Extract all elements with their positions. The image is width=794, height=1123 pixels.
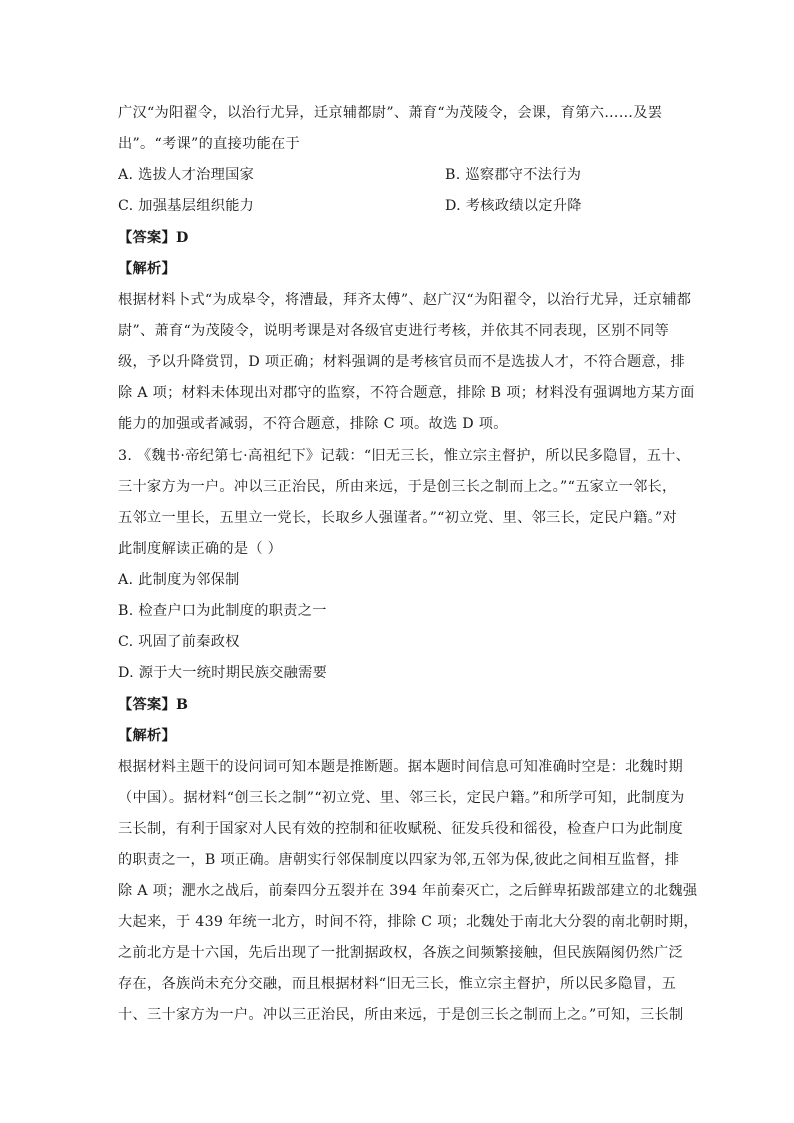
q2-analysis-line-4: 除 A 项；材料未体现出对郡守的监察，不符合题意，排除 B 项；材料没有强调地方某方面 (118, 385, 695, 401)
q3-analysis-line-5: 除 A 项；淝水之战后，前秦四分五裂并在 394 年前秦灭亡，之后鲜卑拓跋部建立的北魏强 (118, 883, 698, 899)
q3-analysis-line-6: 大起来，于 439 年统一北方，时间不符，排除 C 项；北魏处于南北大分裂的南北朝时期， (118, 914, 698, 930)
q3-option-d: D. 源于大一统时期民族交融需要 (118, 665, 328, 681)
q3-analysis-line-7: 之前北方是十六国，先后出现了一批割据政权，各族之间频繁接触，但民族隔阂仍然广泛 (118, 945, 684, 961)
q3-stem-line-2: 三十家方为一户。冲以三正治民，所由来远，于是创三长之制而上之。”“五家立一邻长， (118, 479, 677, 495)
q3-stem-line-1: 3. 《魏书·帝纪第七·高祖纪下》记载：“旧无三长，惟立宗主督护，所以民多隐冒，五十、 (118, 448, 691, 464)
q2-option-d: D. 考核政绩以定升降 (445, 198, 582, 214)
q2-option-b: B. 巡察郡守不法行为 (445, 167, 582, 183)
q3-stem-line-3: 五邻立一里长，五里立一党长，长取乡人强谨者。”“初立党、里、邻三长，定民户籍。”对 (118, 510, 677, 526)
q3-option-a: A. 此制度为邻保制 (118, 572, 240, 588)
q3-answer: 【答案】B (118, 697, 189, 713)
q3-option-b: B. 检查户口为此制度的职责之一 (118, 603, 327, 619)
q3-analysis-line-9: 十、三十家方为一户。冲以三正治民，所由来远，于是创三长之制而上之。”可知，三长制 (118, 1007, 684, 1023)
q2-answer: 【答案】D (118, 230, 189, 246)
q2-stem-line-2: 出”。“考课”的直接功能在于 (118, 136, 301, 152)
q3-analysis-label: 【解析】 (118, 728, 176, 744)
q2-analysis-line-5: 能力的加强或者减弱，不符合题意，排除 C 项。故选 D 项。 (118, 416, 508, 432)
q3-analysis-line-8: 存在，各族尚未充分交融，而且根据材料“旧无三长，惟立宗主督护，所以民多隐冒，五 (118, 976, 677, 992)
q3-analysis-line-4: 的职责之一，B 项正确。唐朝实行邻保制度以四家为邻,五邻为保,彼此之间相互监督，排 (118, 852, 680, 868)
q2-analysis-label: 【解析】 (118, 261, 176, 277)
q3-analysis-line-3: 三长制，有利于国家对人民有效的控制和征收赋税、征发兵役和徭役，检查户口为此制度 (118, 821, 684, 837)
q3-stem-line-4: 此制度解读正确的是（ ） (118, 541, 283, 557)
q2-option-c: C. 加强基层组织能力 (118, 198, 255, 214)
q2-analysis-line-1: 根据材料卜式“为成皋令，将漕最，拜齐太傅”、赵广汉“为阳翟令，以治行尤异，迁京辅都 (118, 292, 692, 308)
q2-option-a: A. 选拔人才治理国家 (118, 167, 255, 183)
q2-analysis-line-2: 尉”、萧育“为茂陵令，说明考课是对各级官吏进行考核，并依其不同表现，区别不同等 (118, 323, 670, 339)
q3-analysis-line-1: 根据材料主题干的设问词可知本题是推断题。据本题时间信息可知准确时空是：北魏时期 (118, 759, 684, 775)
q3-analysis-line-2: （中国）。据材料“创三长之制”“初立党、里、邻三长，定民户籍。”和所学可知，此制度为 (118, 790, 685, 806)
q2-analysis-line-3: 级，予以升降赏罚，D 项正确；材料强调的是考核官员而不是选拔人才，不符合题意，排 (118, 354, 686, 370)
q3-option-c: C. 巩固了前秦政权 (118, 634, 240, 650)
q2-stem-line-1: 广汉“为阳翟令，以治行尤异，迁京辅都尉”、萧育“为茂陵令，会课，育第六……及罢 (118, 105, 663, 121)
